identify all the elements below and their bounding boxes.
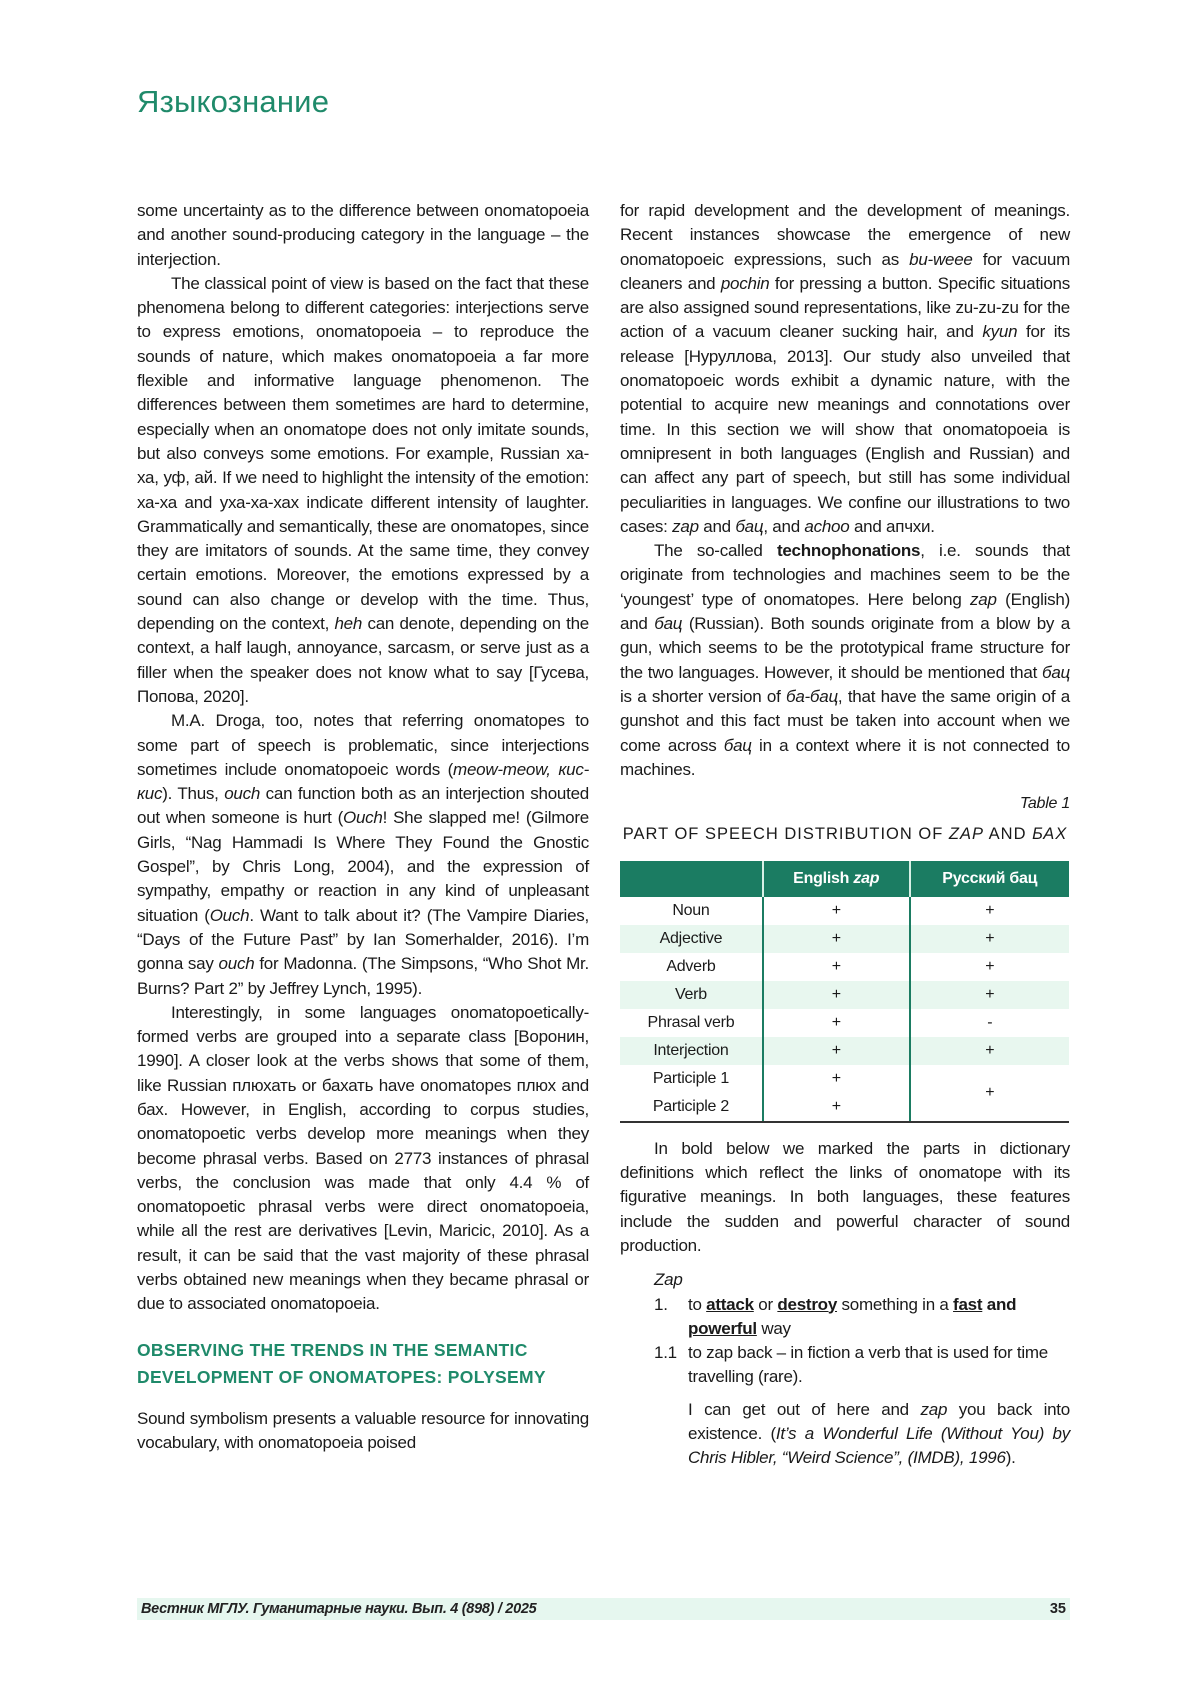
text-run: The so-called xyxy=(654,541,777,560)
text-run: бац xyxy=(1042,663,1070,682)
table-header-empty xyxy=(620,861,763,897)
table-caption: Table 1 xyxy=(620,792,1070,816)
paragraph xyxy=(137,1001,589,1317)
text-run: . Want to talk about it? (The Vampire Diaries, “Days of the Future Past” by Ian Somerhalder, 2016). I’m gonna say xyxy=(137,906,589,974)
page-number: 35 xyxy=(1050,1598,1066,1620)
text-run: ouch xyxy=(219,954,255,973)
table-cell-en: + xyxy=(763,1065,910,1093)
section-title: Языкознание xyxy=(137,84,329,120)
text-run: and апчхи. xyxy=(849,517,934,536)
text-run: technophonations xyxy=(777,541,920,560)
paragraph xyxy=(620,199,1070,539)
text-run: is a shorter version of xyxy=(620,687,786,706)
text-run: kyun xyxy=(982,322,1017,341)
definition-entry xyxy=(654,1341,1070,1390)
table-cell-ru: + xyxy=(910,1037,1069,1065)
text-run: (Russian). Both sounds originate from a blow by a gun, which seems to be the prototypical frame structure for the two languages. However, it should be mentioned that xyxy=(620,614,1070,682)
section-heading: OBSERVING THE TRENDS IN THE SEMANTIC DEVELOPMENT OF ONOMATOPES: POLYSEMY xyxy=(137,1337,589,1391)
text-run: for Madonna. (The Simpsons, “Who Shot Mr. Burns? Part 2” by Jeffrey Lynch, 1995). xyxy=(137,954,589,997)
text-run: for vacuum cleaners and xyxy=(620,250,1070,293)
text-run: pochin xyxy=(721,274,770,293)
text-run: ouch xyxy=(224,784,260,803)
left-column xyxy=(137,199,589,1455)
definition-example xyxy=(688,1398,1070,1471)
table-row xyxy=(620,981,1069,1009)
left-paragraphs-after-heading xyxy=(137,1407,589,1456)
text-run: бац xyxy=(654,614,682,633)
definition-entry xyxy=(654,1293,1070,1342)
text-run: some uncertainty as to the difference between onomatopoeia and another sound-producing category in the language – the interjection. xyxy=(137,201,589,269)
table-cell-ru: - xyxy=(910,1009,1069,1037)
text-run: you back into existence. ( xyxy=(688,1400,1070,1443)
text-run: PART OF SPEECH DISTRIBUTION OF xyxy=(623,825,949,843)
text-run: achoo xyxy=(804,517,849,536)
table-cell-en: + xyxy=(763,1093,910,1122)
table-row xyxy=(620,953,1069,981)
table-cell-ru: + xyxy=(910,1065,1069,1122)
text-run: бац xyxy=(735,517,763,536)
table-cell-en: + xyxy=(763,981,910,1009)
table-cell-en: + xyxy=(763,1037,910,1065)
text-run: way xyxy=(757,1319,791,1338)
text-run: The classical point of view is based on the fact that these phenomena belong to different categories: interjections serve to express emotions, onomatopoeia – to reproduce the sounds of nature, which makes onomatopoeia a far more flexible and informative language phenomenon. The differences between them sometimes are hard to determine, especially when an onomatope does not only imitate sounds, but also conveys some emotions. For example, Russian ха-ха, уф, ай. If we need to highlight the intensity of the emotion: ха-ха and уха-ха-хах indicate different intensity of laughter. Grammatically and semantically, these are onomatopes, since they are imitators of sounds. At the same time, they convey certain emotions. Moreover, the emotions expressed by a sound can also change or develop with the time. Thus, depending on the context, xyxy=(137,274,589,633)
text-run: or xyxy=(754,1295,778,1314)
text-run: , and xyxy=(763,517,804,536)
page-footer xyxy=(137,1598,1070,1620)
table-cell-en: + xyxy=(763,897,910,925)
text-run: ! She slapped me! (Gilmore Girls, “Nag Hammadi Is Where They Found the Gnostic Gospel”, by Chris Long, 2004), and the expression of sympathy, empathy or reaction in any kind of unpleasant situation ( xyxy=(137,808,589,924)
text-run: and xyxy=(699,517,736,536)
table-row xyxy=(620,1065,1069,1093)
table-cell-pos: Noun xyxy=(620,897,763,925)
text-run: for pressing a button. Specific situations are also assigned sound representations, like zu-zu-zu for the action of a vacuum cleaner sucking hair, and xyxy=(620,274,1070,342)
table-row xyxy=(620,897,1069,925)
paragraph xyxy=(137,272,589,709)
paragraph xyxy=(137,199,589,272)
table-cell-en: + xyxy=(763,953,910,981)
table-cell-en: + xyxy=(763,1009,910,1037)
text-run: Sound symbolism presents a valuable resource for innovating vocabulary, with onomatopoeia poised xyxy=(137,1409,589,1452)
after-table-paragraphs xyxy=(620,1137,1070,1258)
text-run: , that have the same origin of a gunshot and this fact must be taken into account when we come across xyxy=(620,687,1070,755)
text-run: Ouch xyxy=(210,906,250,925)
text-run: powerful xyxy=(688,1319,757,1338)
definition-word: Zap xyxy=(654,1268,1070,1292)
text-run: can denote, depending on the context, a half laugh, annoyance, sarcasm, or serve just as a filler when the speaker does not know what to say [Гусева, Попова, 2020]. xyxy=(137,614,589,706)
text-run: for rapid development and the development of meanings. Recent instances showcase the emergence of new onomatopoeic expressions, such as xyxy=(620,201,1070,269)
text-run: zap xyxy=(921,1400,948,1419)
table-cell-en: + xyxy=(763,925,910,953)
text-run: ). Thus, xyxy=(162,784,224,803)
text-run: (English) and xyxy=(620,590,1070,633)
pos-distribution-table xyxy=(620,861,1069,1123)
table-header-english: English zap xyxy=(763,861,910,897)
text-run: bu-weee xyxy=(909,250,972,269)
left-paragraphs xyxy=(137,199,589,1317)
table-row xyxy=(620,1037,1069,1065)
paragraph xyxy=(137,709,589,1001)
text-run: It’s a Wonderful Life (Without You) by Chris Hibler, “Weird Science”, (IMDB), 1996 xyxy=(688,1424,1070,1467)
table-cell-pos: Adjective xyxy=(620,925,763,953)
table-cell-pos: Participle 2 xyxy=(620,1093,763,1122)
table-cell-pos: Interjection xyxy=(620,1037,763,1065)
entry-number: 1. xyxy=(654,1293,688,1342)
table-row xyxy=(620,1009,1069,1037)
text-run: Ouch xyxy=(343,808,383,827)
entry-number: 1.1 xyxy=(654,1341,688,1390)
text-run: in a context where it is not connected to machines. xyxy=(620,736,1070,779)
right-paragraphs xyxy=(620,199,1070,782)
publication-title: Вестник МГЛУ. Гуманитарные науки. Вып. 4 (898) / 2025 xyxy=(137,1601,536,1617)
text-run: can function both as an interjection shouted out when someone is hurt ( xyxy=(137,784,589,827)
text-run: destroy xyxy=(777,1295,837,1314)
table-title xyxy=(620,822,1070,846)
table-cell-pos: Participle 1 xyxy=(620,1065,763,1093)
table-header-russian: Русский бац xyxy=(910,861,1069,897)
text-run: zap xyxy=(672,517,699,536)
paragraph xyxy=(620,1137,1070,1258)
text-run: zap xyxy=(970,590,997,609)
text-run: fast xyxy=(953,1295,982,1314)
entry-text xyxy=(688,1293,1070,1342)
text-run: I can get out of here and xyxy=(688,1400,921,1419)
paragraph xyxy=(620,539,1070,782)
entry-text xyxy=(688,1341,1070,1390)
table-cell-pos: Adverb xyxy=(620,953,763,981)
text-run: something in a xyxy=(837,1295,953,1314)
text-run: attack xyxy=(706,1295,754,1314)
text-run: БАХ xyxy=(1032,825,1067,843)
text-run: ). xyxy=(1006,1448,1016,1467)
text-run: In bold below we marked the parts in dictionary definitions which reflect the links of onomatope with its figurative meanings. In both languages, these features include the sudden and powerful character of sound production. xyxy=(620,1139,1070,1255)
table-cell-ru: + xyxy=(910,925,1069,953)
table-cell-ru: + xyxy=(910,981,1069,1009)
text-run: to xyxy=(688,1295,706,1314)
text-run: heh xyxy=(334,614,362,633)
text-run: M.A. Droga, too, notes that referring onomatopes to some part of speech is problematic, since interjections sometimes include onomatopoeic words ( xyxy=(137,711,589,779)
text-run: ба-бац xyxy=(786,687,838,706)
text-run: бац xyxy=(724,736,752,755)
text-run: to zap back – in fiction a verb that is used for time travelling (rare). xyxy=(688,1343,1048,1386)
table-cell-ru: + xyxy=(910,953,1069,981)
paragraph xyxy=(137,1407,589,1456)
table-cell-pos: Verb xyxy=(620,981,763,1009)
table-cell-pos: Phrasal verb xyxy=(620,1009,763,1037)
text-run: for its release [Нуруллова, 2013]. Our study also unveiled that onomatopoeic words exhibit a dynamic nature, with the potential to acquire new meanings and connotations over time. In this section we will show that onomatopoeia is omnipresent in both languages (English and Russian) and can affect any part of speech, but still has some individual peculiarities in languages. We confine our illustrations to two cases: xyxy=(620,322,1070,535)
text-run: ZAP xyxy=(949,825,984,843)
table-row xyxy=(620,925,1069,953)
text-run: Interestingly, in some languages onomatopoetically-formed verbs are grouped into a separate class [Воронин, 1990]. A closer look at the verbs shows that some of them, like Russian плюхать or бахать have onomatopes плюх and бах. However, in English, according to corpus studies, onomatopoetic verbs develop more meanings when they become phrasal verbs. Based on 2773 instances of phrasal verbs, the conclusion was made that only 4.4 % of onomatopoetic phrasal verbs were direct onomatopoeia, while all the rest are derivatives [Levin, Maricic, 2010]. As a result, it can be said that the vast majority of these phrasal verbs obtained new meanings when they became phrasal or due to associated onomatopoeia. xyxy=(137,1003,589,1314)
text-run: and xyxy=(982,1295,1016,1314)
text-run: meow-meow, кис-кис xyxy=(137,760,589,803)
table-cell-ru: + xyxy=(910,897,1069,925)
text-run: , i.e. sounds that originate from technologies and machines seem to be the ‘youngest’ type of onomatopes. Here belong xyxy=(620,541,1070,609)
text-run: AND xyxy=(984,825,1032,843)
right-column xyxy=(620,199,1070,1471)
definition-block xyxy=(654,1268,1070,1470)
